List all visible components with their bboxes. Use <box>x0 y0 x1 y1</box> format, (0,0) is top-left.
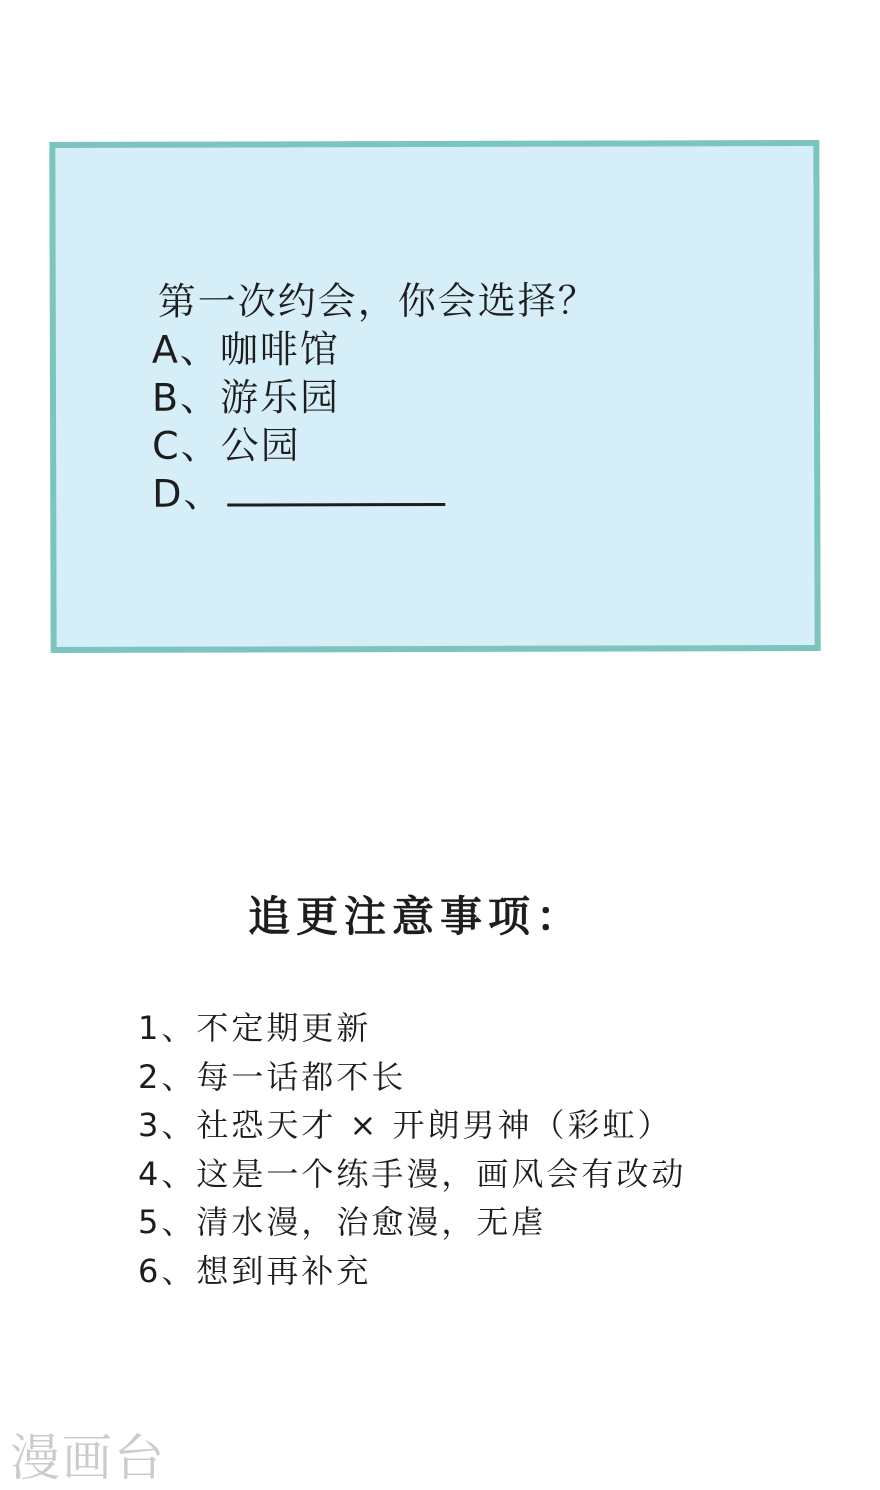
notes-item: 6、想到再补充 <box>138 1251 372 1290</box>
quiz-option-d <box>152 469 598 518</box>
notes-title: 追更注意事项： <box>248 892 585 941</box>
answer-blank-line <box>227 473 445 507</box>
notes-item: 4、这是一个练手漫，画风会有改动 <box>138 1154 687 1193</box>
quiz-option-a: A、咖啡馆 <box>151 327 340 372</box>
quiz-option-d-label: D、 <box>152 471 224 516</box>
quiz-option-b: B、游乐园 <box>151 375 341 420</box>
quiz-content <box>152 277 599 518</box>
notes-item: 2、每一话都不长 <box>138 1057 407 1096</box>
notes-list <box>138 1004 686 1295</box>
notes-item: 3、社恐天才 × 开朗男神（彩虹） <box>138 1106 673 1144</box>
quiz-question: 第一次约会，你会选择？ <box>157 278 598 324</box>
quiz-card <box>49 140 820 653</box>
watermark-logo: 漫画台 <box>10 1429 166 1487</box>
notes-item: 1、不定期更新 <box>138 1009 372 1047</box>
quiz-option-c: C、公园 <box>152 423 301 468</box>
notes-item: 5、清水漫，治愈漫，无虐 <box>138 1203 547 1241</box>
